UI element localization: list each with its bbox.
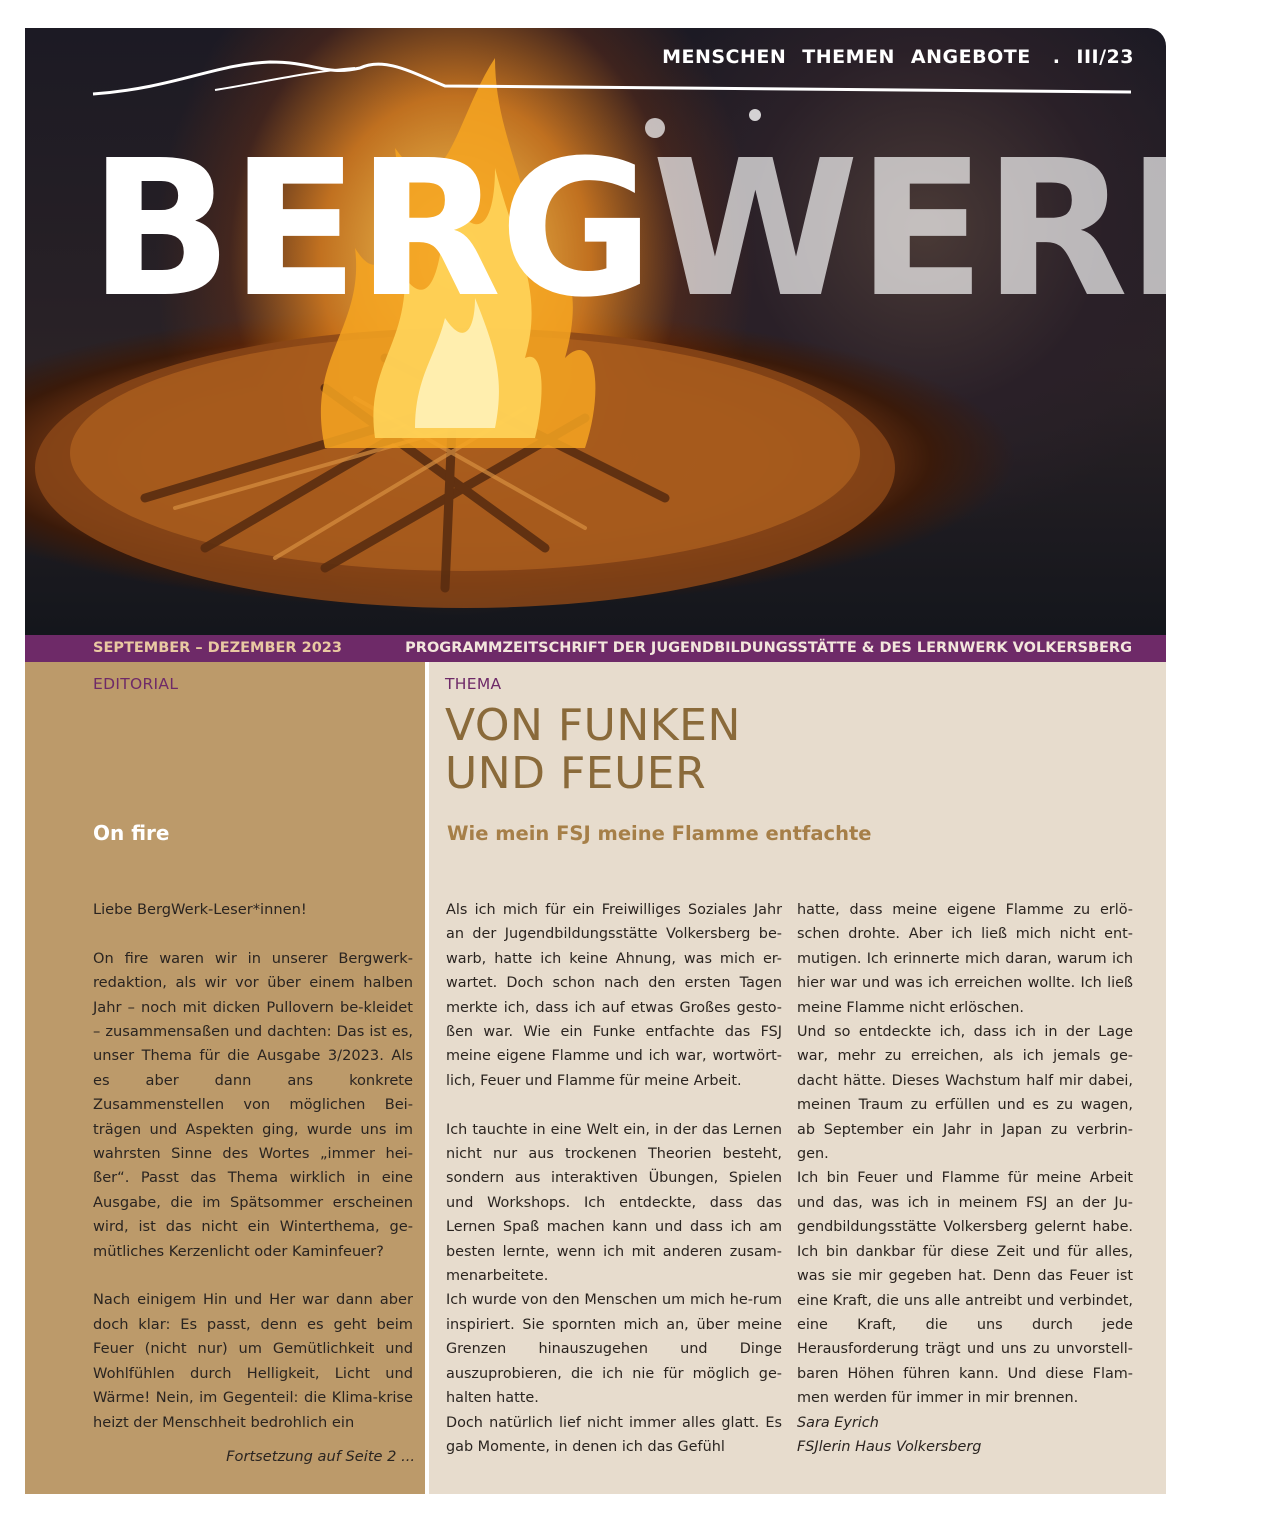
article-subtitle: Wie mein FSJ meine Flamme entfachte [447,822,872,845]
editorial-paragraph-2: Nach einigem Hin und Her war dann aber doch klar: Es passt, denn es geht beim Feuer (nicht nur) um Gemütlichkeit und Wohlfühlen durch Helligkeit, Licht und Wärme! Nein, im Gegenteil: die Klima-krise heizt der Menschheit bedrohlich ein [93,1291,413,1431]
masthead-werk: WERK [651,120,1270,339]
editorial-column [25,662,425,1494]
article-title [445,702,741,798]
nav-angebote: ANGEBOTE [910,46,1031,68]
issue-period: SEPTEMBER – DEZEMBER 2023 [93,640,342,656]
author-name: Sara Eyrich [797,1414,879,1431]
continued-note: Fortsetzung auf Seite 2 ... [226,1448,415,1465]
article-column-2 [797,898,1133,1459]
article-column-1 [446,898,782,1459]
editorial-body [93,898,413,1459]
article-paragraph: hatte, dass meine eigene Flamme zu erlö-schen drohte. Aber ich ließ mich nicht ent-mutigen. Ich erinnerte mich daran, warum ich hier war und was ich erreichen wollte. Ich ließ meine Flamme nicht erlöschen. [797,902,1133,1016]
hero-fire-photo [25,28,1270,635]
nav-separator: . [1052,46,1061,68]
article-paragraph: Ich wurde von den Menschen um mich he-rum inspiriert. Sie spornten mich an, über meine Grenzen hinauszugehen und Dinge auszuprobieren, die ich nie für möglich ge-halten hatte. [446,1292,782,1407]
nav-menschen: MENSCHEN [662,46,787,68]
masthead-title [89,120,1270,339]
article-title-line-2: UND FEUER [445,748,707,799]
issue-number: III/23 [1076,46,1134,68]
thema-column [429,662,1166,1494]
editorial-greeting: Liebe BergWerk-Leser*innen! [93,901,307,918]
section-nav [662,46,1134,68]
masthead-berg: BERG [89,120,652,339]
info-bar [25,635,1166,662]
publication-tagline: PROGRAMMZEITSCHRIFT DER JUGENDBILDUNGSSTÄTTE & DES LERNWERK VOLKERSBERG [405,640,1132,656]
editorial-heading: On fire [93,821,170,845]
editorial-label: EDITORIAL [93,675,179,693]
article-paragraph: Ich tauchte in eine Welt ein, in der das Lernen nicht nur aus trockenen Theorien besteht, sondern aus interaktiven Übungen, Spielen und Workshops. Ich entdeckte, dass das Lernen Spaß machen kann und dass ich am besten lernte, wenn ich mit anderen zusam-menarbeitete. [446,1121,782,1285]
article-paragraph: Ich bin Feuer und Flamme für meine Arbeit und das, was ich in meinem FSJ an der Ju-gendbildungsstätte Volkersberg gelernt habe. Ich bin dankbar für diese Zeit und für alles, was sie mir gegeben hat. Denn das Feuer ist eine Kraft, die uns alle antreibt und verbindet, eine Kraft, die uns durch jede Herausforderung trägt und uns zu unvorstell-baren Höhen führen kann. Und diese Flam-men werden für immer in mir brennen. [797,1170,1133,1407]
author-role: FSJlerin Haus Volkersberg [797,1438,982,1455]
thema-label: THEMA [445,675,502,693]
editorial-paragraph-1: On fire waren wir in unserer Bergwerk-redaktion, als wir vor über einem halben Jahr – noch mit dicken Pullovern be-kleidet – zusammensaßen und dachten: Das ist es, unser Thema für die Ausgabe 3/2023. Als es aber dann ans konkrete Zusammenstellen von möglichen Bei-trägen und Aspekten ging, wurde uns im wahrsten Sinne des Wortes „immer hei-ßer“. Passt das Thema wirklich in eine Ausgabe, die im Spätsommer erscheinen wird, ist das nicht ein Winterthema, ge-mütliches Kerzenlicht oder Kaminfeuer? [93,949,413,1260]
article-paragraph: Als ich mich für ein Freiwilliges Soziales Jahr an der Jugendbildungsstätte Volkersberg be-warb, hatte ich keine Ahnung, was mich er-wartet. Doch schon nach den ersten Tagen merkte ich, dass ich auf etwas Großes gesto-ßen war. Wie ein Funke entfachte das FSJ meine eigene Flamme und ich war, wortwört-lich, Feuer und Flamme für meine Arbeit. [446,902,782,1089]
newsletter-page [25,28,1270,1494]
article-paragraph: Und so entdeckte ich, dass ich in der Lage war, mehr zu erreichen, als ich jemals ge-dacht hätte. Dieses Wachstum half mir dabei, meinen Traum zu erfüllen und es zu wagen, ab September ein Jahr in Japan zu verbrin-gen. [797,1024,1133,1163]
nav-themen: THEMEN [802,46,895,68]
article-paragraph: Doch natürlich lief nicht immer alles glatt. Es gab Momente, in denen ich das Gefühl [446,1414,782,1455]
article-title-line-1: VON FUNKEN [445,700,741,751]
